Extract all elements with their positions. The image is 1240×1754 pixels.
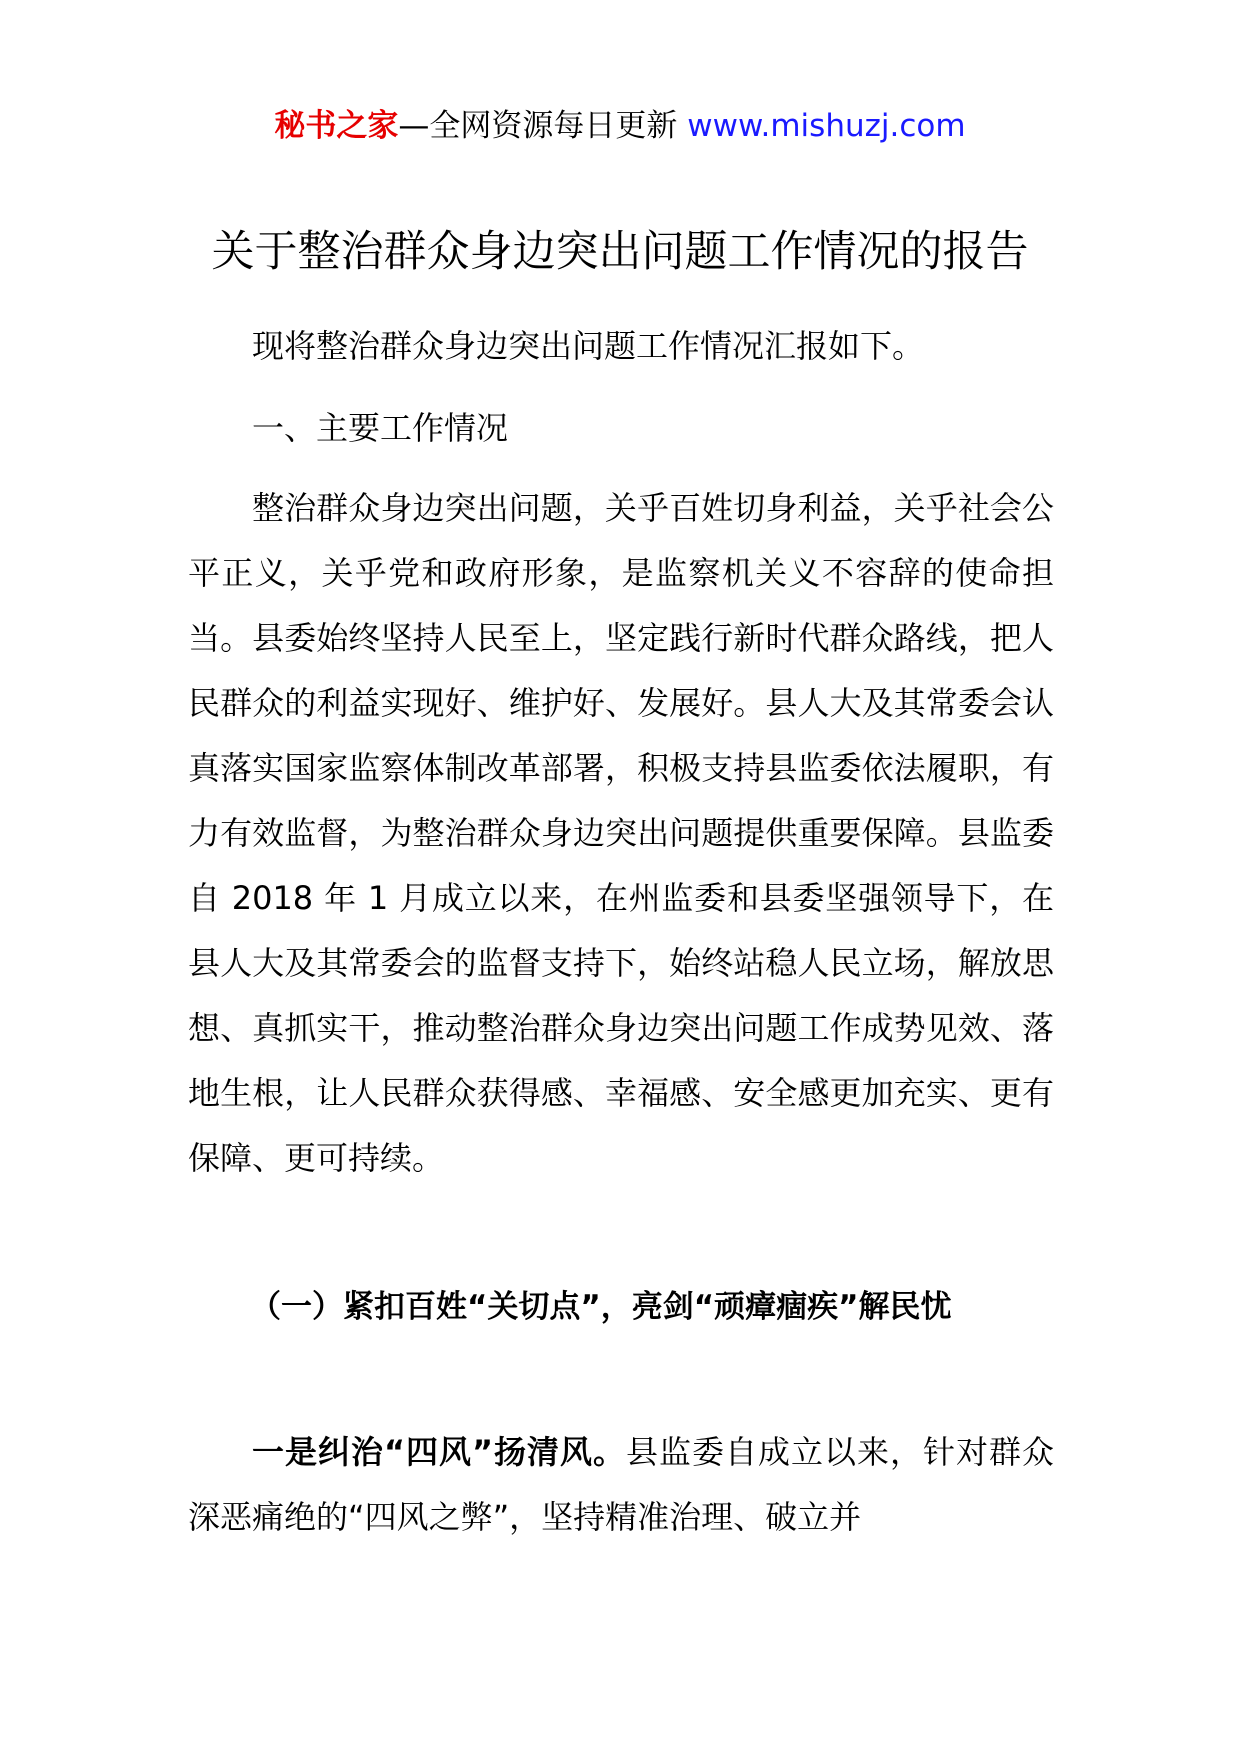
document-title: 关于整治群众身边突出问题工作情况的报告 bbox=[211, 227, 1029, 277]
paragraph-lead: 一是纠治“四风”扬清风。 bbox=[252, 1433, 627, 1471]
watermark-header bbox=[0, 104, 1240, 148]
header-url[interactable]: www.mishuzj.com bbox=[687, 108, 966, 144]
subsection-heading: （一）紧扣百姓“关切点”，亮剑“顽瘴痼疾”解民忧 bbox=[250, 1289, 952, 1325]
header-tagline: —全网资源每日更新 bbox=[398, 108, 688, 144]
body-paragraph-2 bbox=[188, 1420, 1054, 1550]
header-brand: 秘书之家 bbox=[274, 108, 399, 144]
body-paragraph: 整治群众身边突出问题，关乎百姓切身利益，关乎社会公平正义，关乎党和政府形象，是监察机关义不容辞的使命担当。县委始终坚持人民至上，坚定践行新时代群众路线，把人民群众的利益实现好、维护好、发展好。县人大及其常委会认真落实国家监察体制改革部署，积极支持县监委依法履职，有力有效监督，为整治群众身边突出问题提供重要保障。县监委自 2018 年 1 月成立以来，在州监委和县委坚强领导下，在县人大及其常委会的监督支持下，始终站稳人民立场，解放思想、真抓实干，推动整治群众身边突出问题工作成势见效、落地生根，让人民群众获得感、幸福感、安全感更加充实、更有保障、更可持续。 bbox=[188, 489, 1054, 1177]
paragraph-text: 县监委自成立以来，针对群众深恶痛绝的“四风之弊”，坚持精准治理、破立并 bbox=[188, 1433, 1054, 1536]
intro-paragraph: 现将整治群众身边突出问题工作情况汇报如下。 bbox=[252, 327, 925, 365]
section-heading: 一、主要工作情况 bbox=[252, 409, 509, 447]
